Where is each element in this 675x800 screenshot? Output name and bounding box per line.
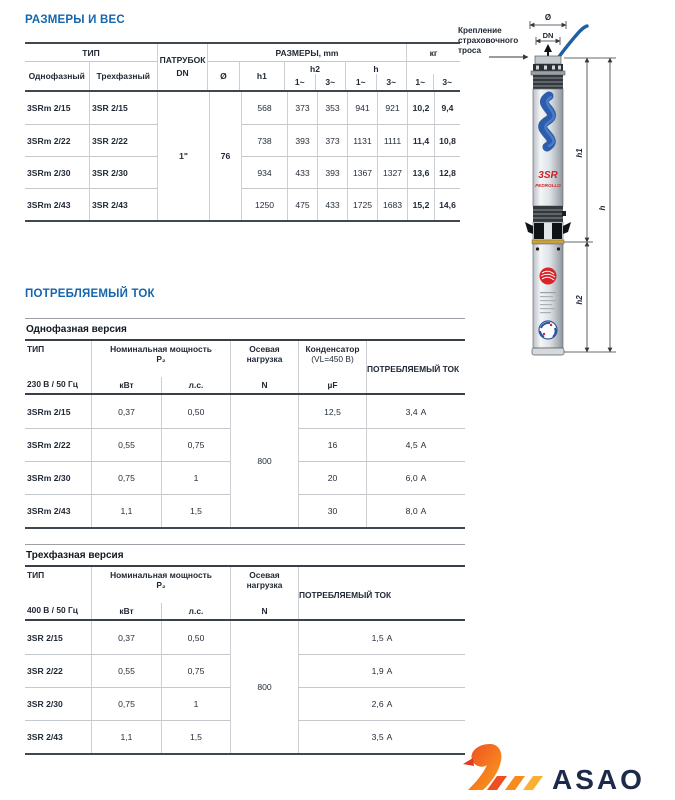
cell-kw: 1,1 bbox=[91, 720, 161, 753]
cell-kg-3: 14,6 bbox=[434, 188, 460, 220]
asao-wordmark: ASAO bbox=[552, 764, 645, 795]
cell-type-three: 3SR 2/43 bbox=[89, 188, 157, 220]
cell-h2-3: 433 bbox=[317, 188, 347, 220]
dim-label-h1: h1 bbox=[575, 148, 584, 158]
header-kg: кг bbox=[407, 44, 460, 62]
header-group-h2 bbox=[284, 62, 345, 90]
cell-h2-1: 433 bbox=[287, 156, 317, 188]
cell-h1: 1250 bbox=[241, 188, 287, 220]
cell-hp: 1 bbox=[161, 461, 230, 494]
cell-amp: 4,5 A bbox=[366, 428, 465, 461]
cell-type: 3SR 2/30 bbox=[25, 687, 91, 720]
header-power: Номинальная мощность Р₂ кВт л.с. bbox=[91, 341, 230, 393]
cell-hp: 0,75 bbox=[161, 428, 230, 461]
dim-label-h2: h2 bbox=[575, 295, 584, 305]
cell-h2-3: 353 bbox=[317, 92, 347, 124]
cell-type: 3SRm 2/30 bbox=[25, 461, 91, 494]
pump-figure bbox=[452, 8, 675, 398]
header-diameter: Ø bbox=[220, 71, 227, 81]
dimension-lines-right bbox=[564, 58, 616, 352]
cell-uf: 16 bbox=[298, 428, 366, 461]
cell-type-three: 3SR 2/15 bbox=[89, 92, 157, 124]
header-group-h bbox=[345, 62, 406, 90]
three-phase-table bbox=[25, 544, 465, 755]
cell-h-1: 1131 bbox=[347, 124, 377, 156]
header-capacitor: Конденсатор (VL=450 В) µF bbox=[298, 341, 366, 393]
pump-model-label: 3SR bbox=[538, 170, 558, 181]
cell-hp: 0,50 bbox=[161, 395, 230, 428]
asao-logo-graphic bbox=[460, 740, 650, 798]
header-h-1ph: 1~ bbox=[355, 77, 366, 87]
cell-hp: 1,5 bbox=[161, 720, 230, 753]
header-h: h bbox=[373, 64, 379, 74]
cell-type-single: 3SRm 2/43 bbox=[25, 188, 89, 220]
cell-type-single: 3SRm 2/30 bbox=[25, 156, 89, 188]
cell-type-single: 3SRm 2/15 bbox=[27, 103, 71, 113]
cell-type: 3SR 2/43 bbox=[25, 720, 91, 753]
header-port-dn: DN bbox=[176, 68, 189, 78]
header-axial: Осевая нагрузка N bbox=[230, 341, 298, 393]
cell-h-1: 1367 bbox=[347, 156, 377, 188]
cell-kg-1: 10,2 bbox=[407, 92, 434, 124]
cell-dn-merged: 1" bbox=[157, 92, 209, 220]
dim-label-diameter: Ø bbox=[544, 13, 552, 22]
header-group-sizes bbox=[208, 44, 406, 90]
cell-h-3: 1111 bbox=[377, 124, 407, 156]
cell-amp: 3,4 A bbox=[366, 395, 465, 428]
cell-axial-merged: 800 bbox=[230, 621, 298, 753]
cell-amp: 6,0 A bbox=[366, 461, 465, 494]
cell-amp: 8,0 A bbox=[366, 494, 465, 527]
header-kw: кВт bbox=[119, 380, 134, 390]
single-phase-header bbox=[25, 341, 465, 395]
svg-text:троса: троса bbox=[458, 46, 482, 55]
header-h2-1ph: 1~ bbox=[294, 77, 305, 87]
cell-axial-merged: 800 bbox=[230, 395, 298, 527]
mount-label bbox=[458, 26, 518, 55]
cell-hp: 0,50 bbox=[161, 621, 230, 654]
header-group-port bbox=[157, 44, 208, 90]
header-hp: л.с. bbox=[161, 603, 230, 619]
cell-hp: 1 bbox=[161, 687, 230, 720]
cell-h-1: 1725 bbox=[347, 188, 377, 220]
header-h2-3ph: 3~ bbox=[315, 74, 346, 90]
svg-text:Крепление: Крепление bbox=[458, 26, 502, 35]
cell-type: 3SRm 2/15 bbox=[27, 406, 71, 417]
cell-uf: 30 bbox=[298, 494, 366, 527]
cell-type-single: 3SRm 2/22 bbox=[25, 124, 89, 156]
cell-amp: 1,9 A bbox=[298, 654, 465, 687]
cell-type-three: 3SR 2/30 bbox=[89, 156, 157, 188]
cell-uf: 12,5 bbox=[298, 395, 366, 428]
cell-kg-3: 10,8 bbox=[434, 124, 460, 156]
three-phase-body bbox=[25, 621, 465, 755]
cell-kw: 0,75 bbox=[91, 461, 161, 494]
dim-label-dn: DN bbox=[542, 31, 554, 40]
single-phase-body bbox=[25, 395, 465, 529]
cell-hp: 1,5 bbox=[161, 494, 230, 527]
cell-type: 3SRm 2/22 bbox=[25, 428, 91, 461]
header-current: ПОТРЕБЛЯЕМЫЙ ТОК bbox=[366, 341, 465, 393]
svg-text:страховочного: страховочного bbox=[458, 36, 519, 45]
cell-amp: 1,5 A bbox=[298, 621, 465, 654]
cell-kg-1: 15,2 bbox=[407, 188, 434, 220]
cell-h2-3: 393 bbox=[317, 156, 347, 188]
cell-h1: 568 bbox=[241, 92, 287, 124]
swan-mark bbox=[463, 744, 543, 790]
cell-kw: 0,37 bbox=[91, 395, 161, 428]
header-group-type bbox=[25, 44, 157, 90]
pump-brand-label: PEDROLLO bbox=[535, 183, 561, 188]
header-h-3ph: 3~ bbox=[376, 74, 407, 90]
header-axial: Осевая нагрузка N bbox=[230, 567, 298, 619]
header-kg-3ph: 3~ bbox=[433, 74, 460, 90]
header-three-phase: Трехфазный bbox=[89, 62, 157, 90]
cell-type: 3SR 2/22 bbox=[25, 654, 91, 687]
dim-label-h: h bbox=[598, 205, 607, 211]
header-type: ТИП bbox=[25, 44, 157, 62]
header-power: Номинальная мощность Р₂ кВт л.с. bbox=[91, 567, 230, 619]
cell-kg-1: 13,6 bbox=[407, 156, 434, 188]
cell-kg-3: 12,8 bbox=[434, 156, 460, 188]
cell-h1: 934 bbox=[241, 156, 287, 188]
header-hp: л.с. bbox=[161, 377, 230, 393]
header-kw: кВт bbox=[119, 606, 134, 616]
dimensions-table-header bbox=[25, 42, 460, 92]
cell-uf: 20 bbox=[298, 461, 366, 494]
header-h1: h1 bbox=[239, 62, 284, 90]
cell-type: 3SRm 2/43 bbox=[25, 494, 91, 527]
dimensions-table bbox=[25, 42, 460, 222]
cell-h-3: 1327 bbox=[377, 156, 407, 188]
pump-drawing bbox=[452, 8, 675, 398]
cell-h2-3: 373 bbox=[317, 124, 347, 156]
cell-amp: 2,6 A bbox=[298, 687, 465, 720]
cell-kw: 0,55 bbox=[91, 428, 161, 461]
section-title-dimensions: РАЗМЕРЫ И ВЕС bbox=[25, 14, 125, 26]
pump-body bbox=[525, 56, 571, 355]
cell-h-3: 1683 bbox=[377, 188, 407, 220]
cell-h1: 738 bbox=[241, 124, 287, 156]
cell-h2-1: 373 bbox=[287, 92, 317, 124]
cell-kg-3: 9,4 bbox=[434, 92, 460, 124]
single-phase-title: Однофазная версия bbox=[25, 319, 465, 341]
cell-amp: 3,5 A bbox=[298, 720, 465, 753]
dimensions-table-body bbox=[25, 92, 460, 222]
cell-kw: 0,75 bbox=[91, 687, 161, 720]
cell-type-three: 3SR 2/22 bbox=[89, 124, 157, 156]
cell-kw: 0,55 bbox=[91, 654, 161, 687]
three-phase-header bbox=[25, 567, 465, 621]
cell-kw: 0,37 bbox=[91, 621, 161, 654]
header-type-voltage: ТИП 400 В / 50 Гц bbox=[27, 570, 78, 615]
cell-h-1: 941 bbox=[347, 92, 377, 124]
cell-h2-1: 393 bbox=[287, 124, 317, 156]
header-sizes: РАЗМЕРЫ, mm bbox=[208, 44, 406, 62]
cell-h-3: 921 bbox=[377, 92, 407, 124]
cell-kw: 1,1 bbox=[91, 494, 161, 527]
header-single-phase: Однофазный bbox=[28, 71, 85, 81]
header-port: ПАТРУБОК bbox=[159, 55, 206, 65]
header-type-voltage: ТИП 230 В / 50 Гц bbox=[27, 344, 78, 389]
company-logo bbox=[460, 740, 650, 798]
header-current: ПОТРЕБЛЯЕМЫЙ ТОК bbox=[298, 567, 465, 619]
cell-kg-1: 11,4 bbox=[407, 124, 434, 156]
header-kg-1ph: 1~ bbox=[415, 77, 426, 87]
cell-type: 3SR 2/15 bbox=[27, 632, 63, 643]
three-phase-title: Трехфазная версия bbox=[25, 545, 465, 567]
cell-hp: 0,75 bbox=[161, 654, 230, 687]
header-h2: h2 bbox=[310, 64, 320, 74]
section-title-current: ПОТРЕБЛЯЕМЫЙ ТОК bbox=[25, 288, 155, 300]
single-phase-table bbox=[25, 318, 465, 529]
cell-diameter-merged: 76 bbox=[209, 92, 241, 220]
pump-cable bbox=[558, 26, 587, 58]
cell-h2-1: 475 bbox=[287, 188, 317, 220]
